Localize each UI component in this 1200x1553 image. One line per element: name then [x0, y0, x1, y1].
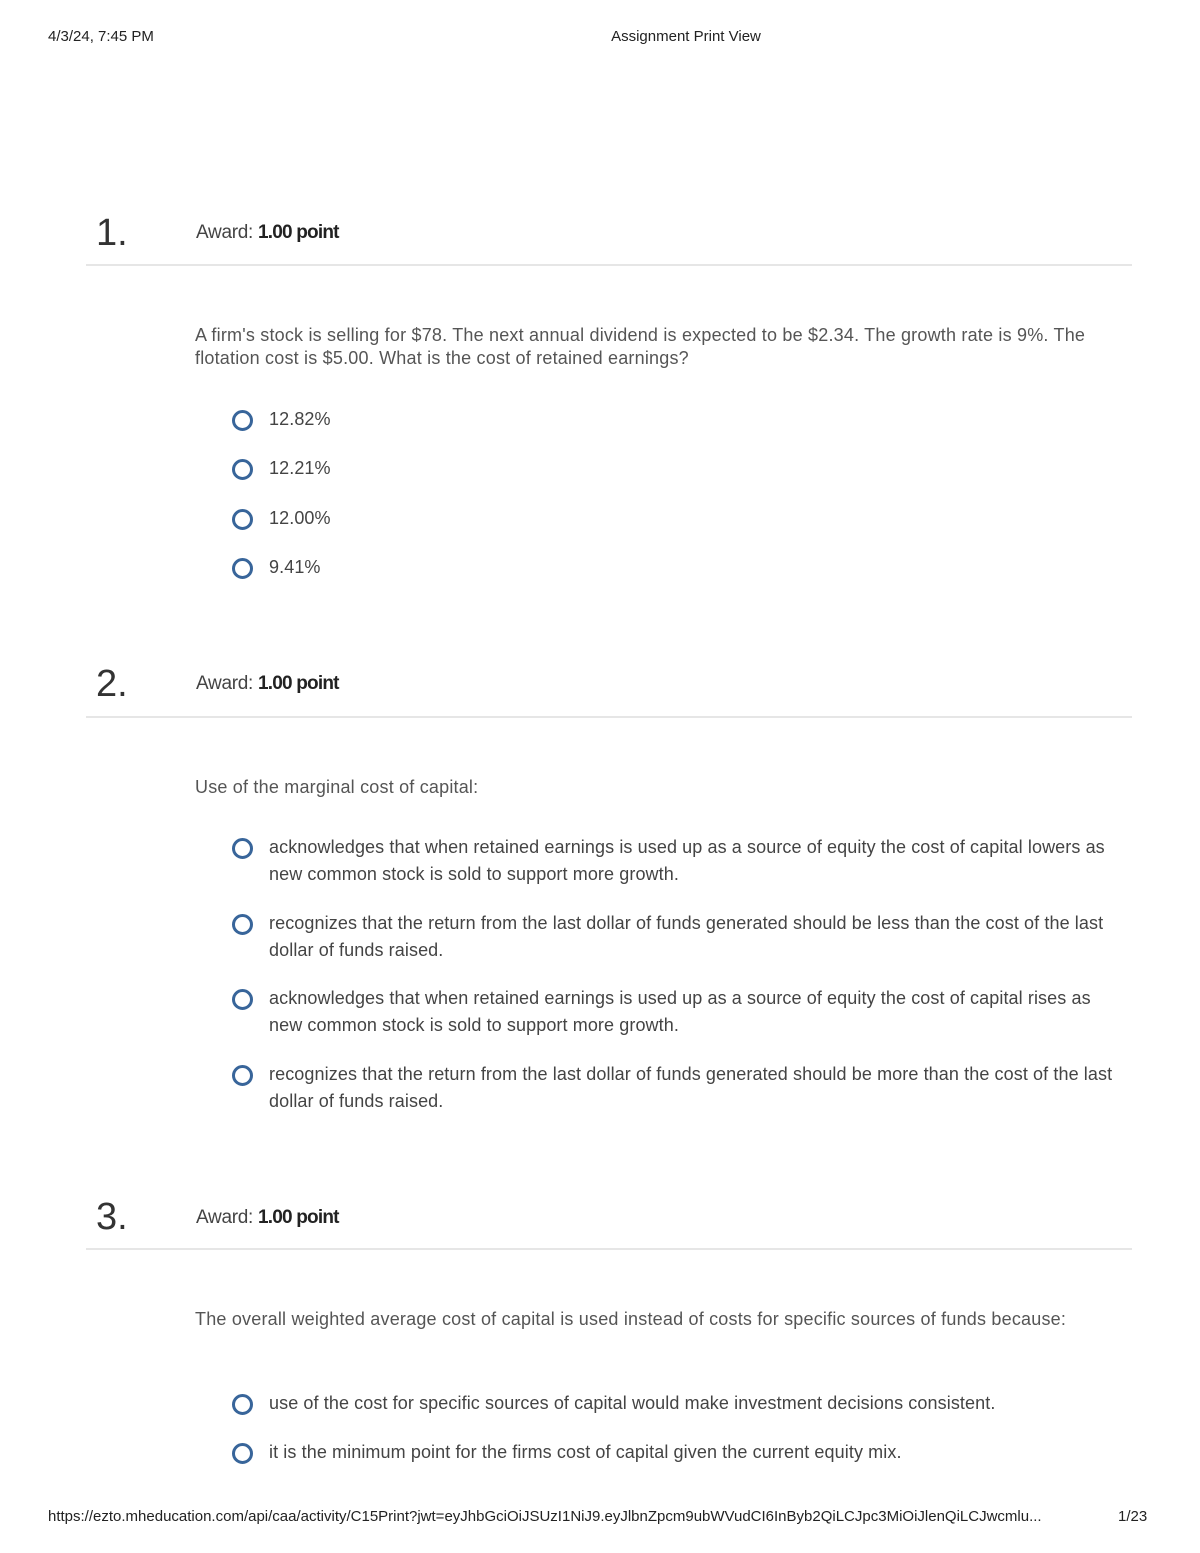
question-text: A firm's stock is selling for $78. The next annual dividend is expected to be $2.34. The growth rate is 9%. The flotation cost is $5.00. What is the cost of retained earnings? [195, 325, 1086, 368]
award [196, 673, 339, 695]
print-date: 4/3/24, 7:45 PM [48, 28, 154, 45]
divider [86, 264, 1132, 266]
answer-label: 12.21% [269, 458, 331, 478]
print-title: Assignment Print View [611, 28, 761, 45]
question-text: Use of the marginal cost of capital: [195, 777, 479, 797]
question-text: The overall weighted average cost of capital is used instead of costs for specific sources of funds because: [195, 1309, 1067, 1329]
question-number: 3. [96, 1196, 128, 1238]
radio-button[interactable] [232, 459, 253, 480]
answer-option[interactable] [232, 458, 1122, 482]
answer-option[interactable] [232, 1393, 1122, 1417]
radio-button[interactable] [232, 1065, 253, 1086]
question-number: 2. [96, 663, 128, 705]
award-value: 1.00 point [257, 1207, 339, 1228]
answer-option[interactable] [232, 913, 1122, 964]
answer-label: it is the minimum point for the firms cost of capital given the current equity mix. [269, 1442, 902, 1462]
radio-button[interactable] [232, 509, 253, 530]
answer-label: acknowledges that when retained earnings is used up as a source of equity the cost of capital lowers as new common stock is sold to support more growth. [269, 837, 1105, 884]
radio-button[interactable] [232, 914, 253, 935]
radio-button[interactable] [232, 989, 253, 1010]
answer-option[interactable] [232, 1442, 1122, 1466]
answer-option[interactable] [232, 409, 1122, 433]
radio-button[interactable] [232, 1394, 253, 1415]
radio-button[interactable] [232, 558, 253, 579]
page-number: 1/23 [1118, 1508, 1148, 1525]
radio-button[interactable] [232, 1443, 253, 1464]
answer-label: use of the cost for specific sources of capital would make investment decisions consistent. [269, 1393, 996, 1413]
answer-option[interactable] [232, 508, 1122, 532]
award [196, 222, 339, 244]
divider [86, 1248, 1132, 1250]
answer-label: 9.41% [269, 557, 321, 577]
answer-label: recognizes that the return from the last dollar of funds generated should be less than the cost of the last dollar of funds raised. [269, 913, 1104, 960]
answer-option[interactable] [232, 988, 1122, 1039]
answer-label: 12.00% [269, 508, 331, 528]
answer-option[interactable] [232, 1064, 1122, 1115]
award [196, 1207, 339, 1229]
radio-button[interactable] [232, 838, 253, 859]
award-value: 1.00 point [257, 222, 339, 243]
answer-option[interactable] [232, 837, 1122, 888]
answer-label: recognizes that the return from the last dollar of funds generated should be more than the cost of the last dollar of funds raised. [269, 1064, 1113, 1111]
answer-option[interactable] [232, 557, 1122, 581]
question-number: 1. [96, 212, 128, 254]
radio-button[interactable] [232, 410, 253, 431]
answer-label: 12.82% [269, 409, 331, 429]
award-label: Award: [196, 222, 253, 243]
page-url: https://ezto.mheducation.com/api/caa/activity/C15Print?jwt=eyJhbGciOiJSUzI1NiJ9.eyJlbnZpcm9ubWVudCI6InByb2QiLCJpc3MiOiJlenQiLCJwcmlu... [48, 1508, 1042, 1525]
answer-label: acknowledges that when retained earnings is used up as a source of equity the cost of capital rises as new common stock is sold to support more growth. [269, 988, 1091, 1035]
award-value: 1.00 point [257, 673, 339, 694]
divider [86, 716, 1132, 718]
award-label: Award: [196, 1207, 253, 1228]
award-label: Award: [196, 673, 253, 694]
